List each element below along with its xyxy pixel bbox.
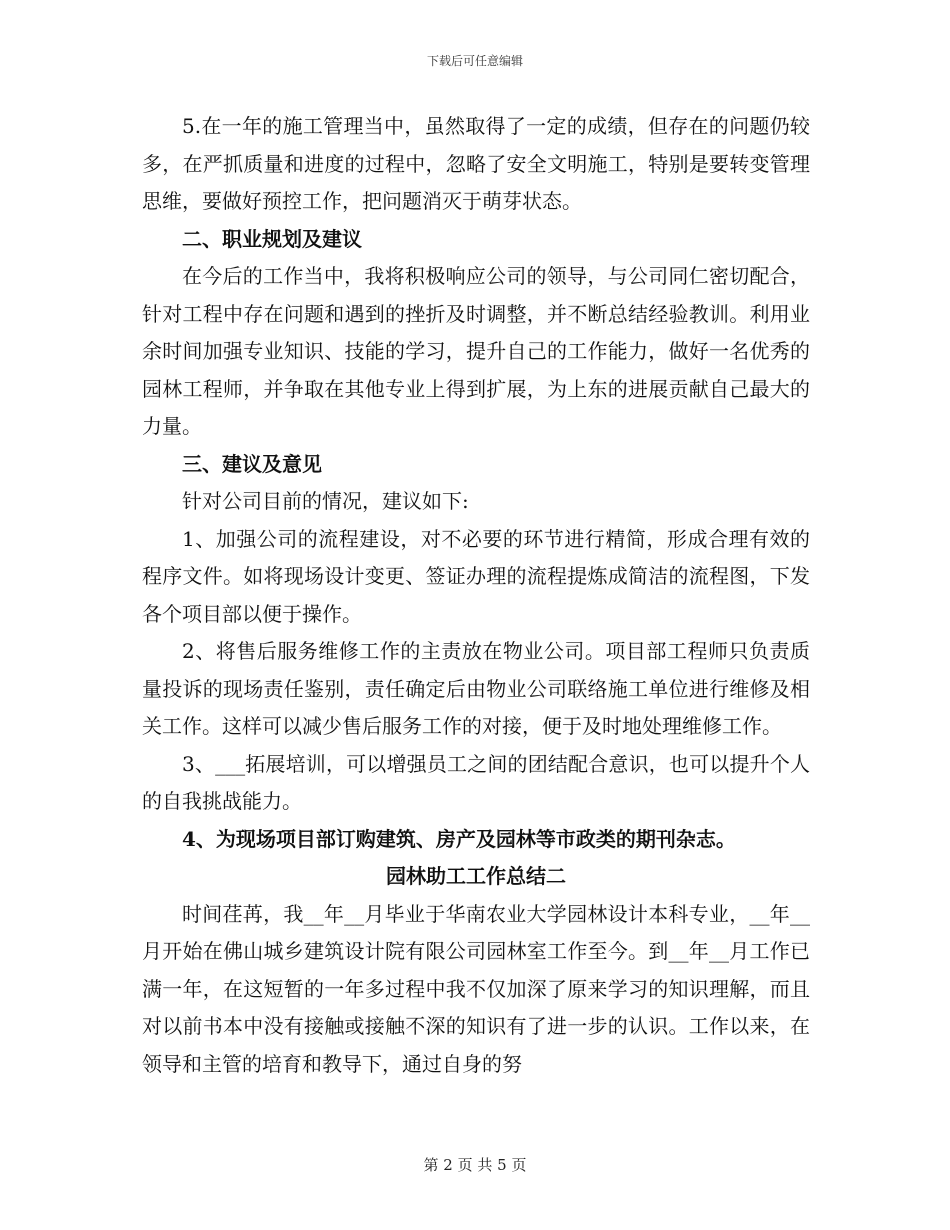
section-heading-suggestions: 三、建议及意见	[182, 451, 322, 476]
suggestion-item-1: 1、加强公司的流程建设，对不必要的环节进行精简，形成合理有效的程序文件。如将现场设计变更、签证办理的流程提炼成简洁的流程图，下发各个项目部以便于操作。	[142, 526, 810, 626]
paragraph-summary-intro: 时间荏苒，我__年__月毕业于华南农业大学园林设计本科专业，__年__月开始在佛山城乡建筑设计院有限公司园林室工作至今。到__年__月工作已满一年，在这短暂的一年多过程中我不仅加深了原来学习的知识理解，而且对以前书本中没有接触或接触不深的知识有了进一步的认识。工作以来，在领导和主管的培育和教导下，通过自身的努	[142, 901, 810, 1076]
section-heading-career-plan: 二、职业规划及建议	[182, 226, 362, 251]
page-number: 第 2 页 共 5 页	[423, 1156, 527, 1174]
paragraph-item-5: 5.在一年的施工管理当中，虽然取得了一定的成绩，但存在的问题仍较多，在严抓质量和进度的过程中，忽略了安全文明施工，特别是要转变管理思维，要做好预控工作，把问题消灭于萌芽状态。	[142, 114, 810, 213]
paragraph-suggestions-intro: 针对公司目前的情况，建议如下:	[182, 489, 469, 513]
suggestion-item-3: 3、___拓展培训，可以增强员工之间的团结配合意识，也可以提升个人的自我挑战能力。	[142, 751, 810, 813]
suggestion-item-4: 4、为现场项目部订购建筑、房产及园林等市政类的期刊杂志。	[182, 826, 736, 851]
paragraph-career-plan: 在今后的工作当中，我将积极响应公司的领导，与公司同仁密切配合，针对工程中存在问题和遇到的挫折及时调整，并不断总结经验教训。利用业余时间加强专业知识、技能的学习，提升自己的工作能力，做好一名优秀的园林工程师，并争取在其他专业上得到扩展，为上东的进展贡献自己最大的力量。	[142, 264, 810, 438]
document-title-part-2: 园林助工工作总结二	[386, 864, 566, 888]
suggestion-item-2: 2、将售后服务维修工作的主责放在物业公司。项目部工程师只负责质量投诉的现场责任鉴别，责任确定后由物业公司联络施工单位进行维修及相关工作。这样可以减少售后服务工作的对接，便于及时地处理维修工作。	[142, 639, 810, 738]
page-header: 下载后可任意编辑	[426, 54, 523, 68]
document-body	[142, 108, 810, 1083]
